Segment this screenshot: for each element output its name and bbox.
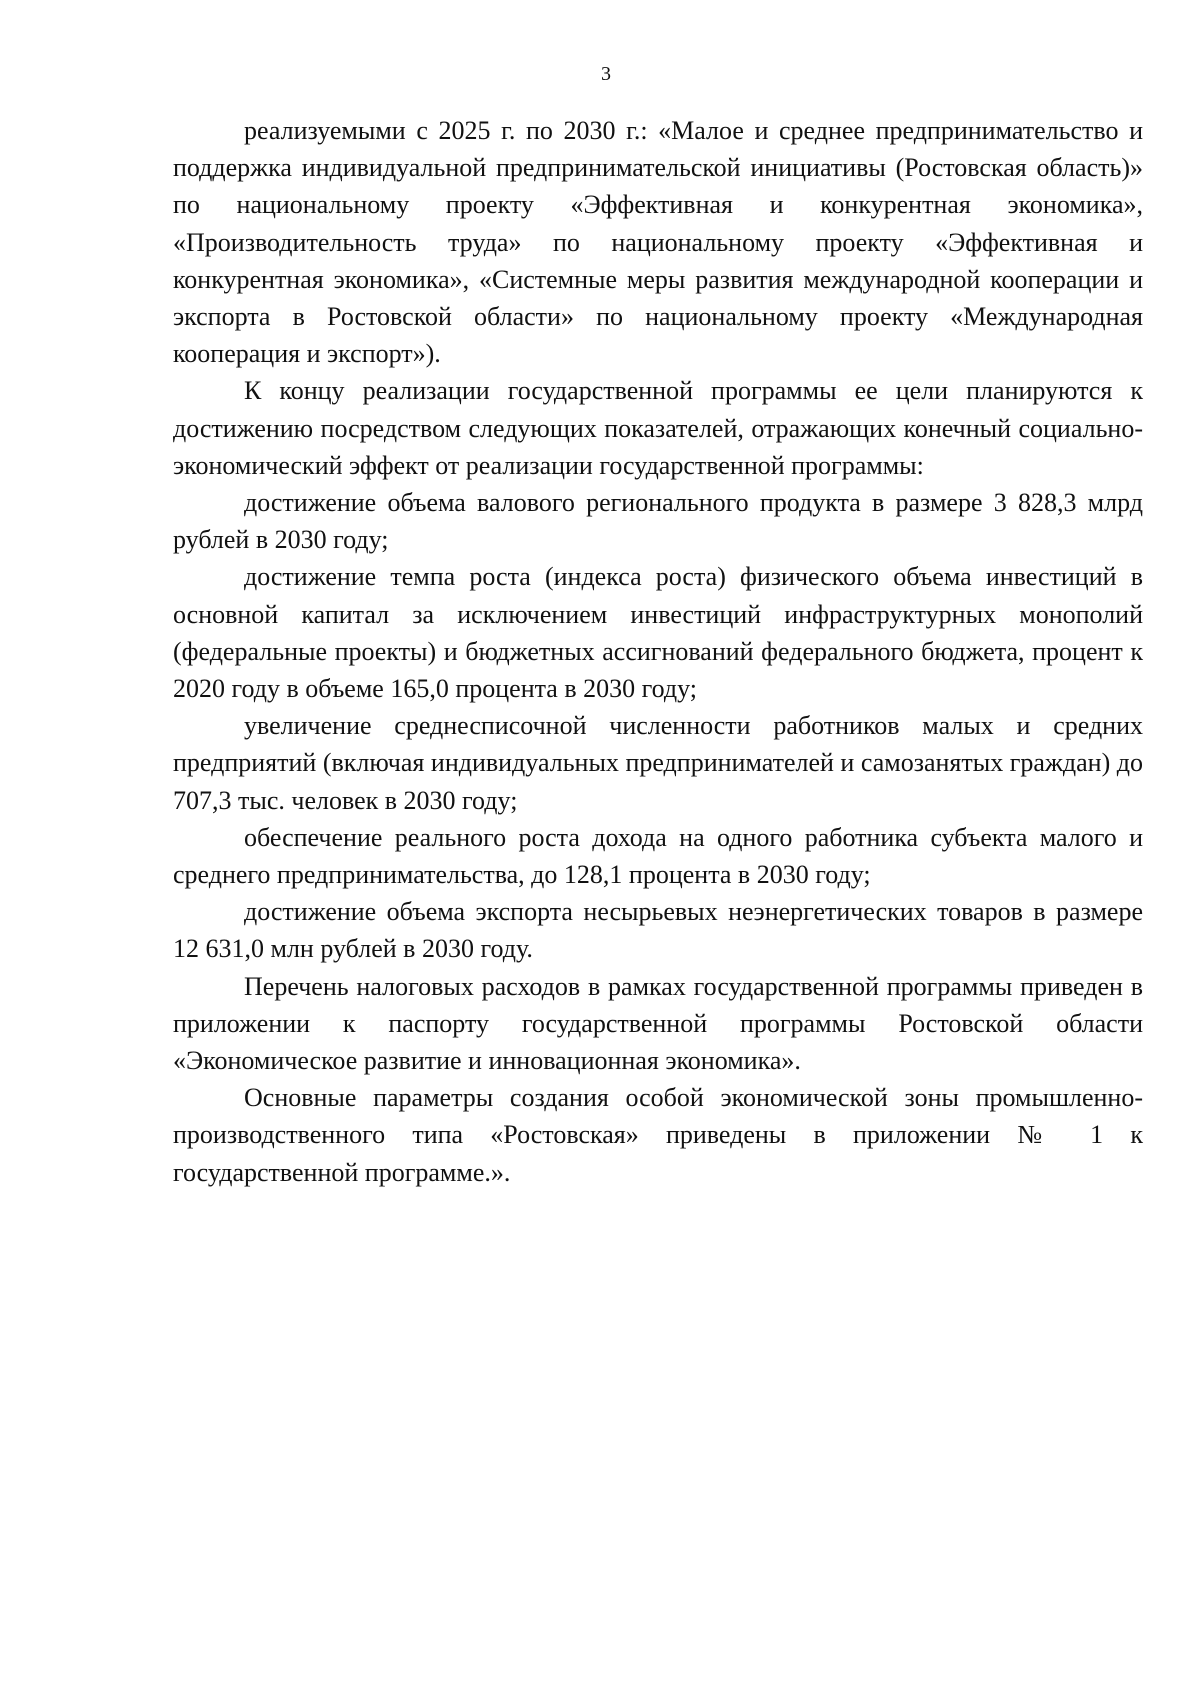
paragraph-export-indicator: достижение объема экспорта несырьевых неэнергетических товаров в размере 12 631,0 млн рублей в 2030 году. bbox=[173, 897, 1143, 964]
paragraph-tax-expenditures: Перечень налоговых расходов в рамках государственной программы приведен в приложении к паспорту государственной программы Ростовской области «Экономическое развитие и инновационная экономика». bbox=[173, 971, 1143, 1076]
document-body bbox=[173, 112, 1143, 1191]
paragraph-projects-list: реализуемыми с 2025 г. по 2030 г.: «Малое и среднее предпринимательство и поддержка индивидуальной предпринимательской инициативы (Ростовская область)» по национальному проекту «Эффективная и конкурентная экономика», «Производительность труда» по национальному проекту «Эффективная и конкурентная экономика», «Системные меры развития международной кооперации и экспорта в Ростовской области» по национальному проекту «Международная кооперация и экспорт»). bbox=[173, 116, 1143, 369]
paragraph-investment-indicator: достижение темпа роста (индекса роста) физического объема инвестиций в основной капитал за исключением инвестиций инфраструктурных монополий (федеральные проекты) и бюджетных ассигнований федерального бюджета, процент к 2020 году в объеме 165,0 процента в 2030 году; bbox=[173, 562, 1143, 704]
paragraph-grp-indicator: достижение объема валового регионального продукта в размере 3 828,3 млрд рублей в 2030 году; bbox=[173, 488, 1143, 555]
paragraph-income-indicator: обеспечение реального роста дохода на одного работника субъекта малого и среднего предпринимательства, до 128,1 процента в 2030 году; bbox=[173, 822, 1143, 890]
page-number: 3 bbox=[601, 63, 611, 85]
paragraph-economic-zone: Основные параметры создания особой экономической зоны промышленно-производственного типа «Ростовская» приведены в приложении № 1 к государственной программе.». bbox=[173, 1083, 1143, 1187]
paragraph-indicators-intro: К концу реализации государственной программы ее цели планируются к достижению посредством следующих показателей, отражающих конечный социально-экономический эффект от реализации государственной программы: bbox=[173, 376, 1143, 480]
paragraph-employment-indicator: увеличение среднесписочной численности работников малых и средних предприятий (включая индивидуальных предпринимателей и самозанятых граждан) до 707,3 тыс. человек в 2030 году; bbox=[173, 711, 1143, 815]
